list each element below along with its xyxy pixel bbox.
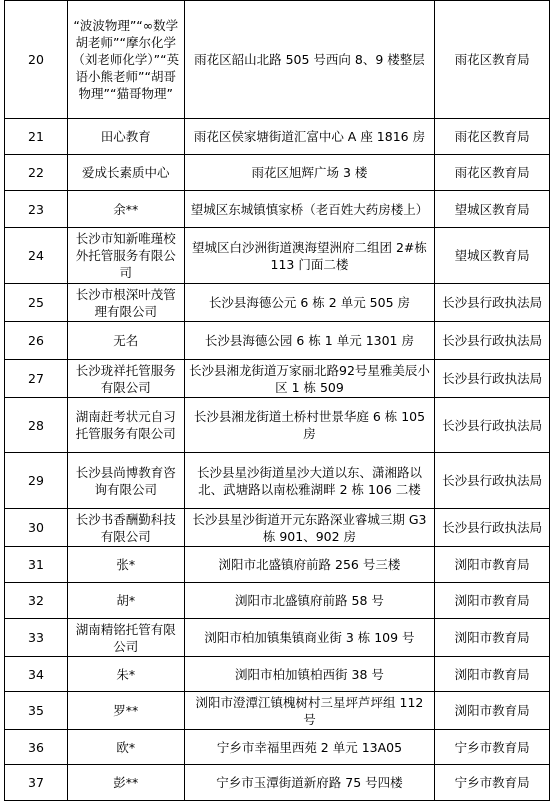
- institution-address: 长沙县海德公元 6 栋 2 单元 505 房: [184, 284, 435, 322]
- responsible-department: 长沙县行政执法局: [435, 398, 550, 453]
- row-number: 33: [5, 619, 68, 657]
- institution-name: 长沙县尚博教育咨询有限公司: [67, 453, 184, 509]
- institution-address: 望城区东城镇慎家桥（老百姓大药房楼上）: [184, 191, 435, 228]
- institution-name: 胡*: [67, 583, 184, 619]
- row-number: 21: [5, 119, 68, 155]
- row-number: 30: [5, 509, 68, 547]
- institution-address: 望城区白沙洲街道澳海望洲府二组团 2#栋 113 门面二楼: [184, 228, 435, 284]
- responsible-department: 雨花区教育局: [435, 155, 550, 191]
- table-row: [5, 119, 550, 155]
- table-row: [5, 730, 550, 765]
- table-row: [5, 765, 550, 801]
- table-row: [5, 228, 550, 284]
- table-row: [5, 360, 550, 398]
- institution-name: 湖南精铭托管有限公司: [67, 619, 184, 657]
- institution-name: 欧*: [67, 730, 184, 765]
- institution-address: 长沙县星沙街道开元东路深业睿城三期 G3 栋 901、902 房: [184, 509, 435, 547]
- institution-name: 长沙市根深叶茂管理有限公司: [67, 284, 184, 322]
- responsible-department: 宁乡市教育局: [435, 730, 550, 765]
- table-row: [5, 583, 550, 619]
- table-row: [5, 692, 550, 730]
- row-number: 27: [5, 360, 68, 398]
- institution-address: 雨花区韶山北路 505 号西向 8、9 楼整层: [184, 1, 435, 119]
- institution-address: 浏阳市柏加镇集镇商业街 3 栋 109 号: [184, 619, 435, 657]
- institution-address: 雨花区旭辉广场 3 楼: [184, 155, 435, 191]
- institution-name: 张*: [67, 547, 184, 583]
- institution-address: 长沙县星沙街道星沙大道以东、潇湘路以北、武塘路以南松雅湖畔 2 栋 106 二楼: [184, 453, 435, 509]
- row-number: 34: [5, 657, 68, 692]
- institution-name: 田心教育: [67, 119, 184, 155]
- table-row: [5, 1, 550, 119]
- institution-name: 长沙市知新唯瑾校外托管服务有限公司: [67, 228, 184, 284]
- responsible-department: 望城区教育局: [435, 191, 550, 228]
- institution-name: 长沙珑祥托管服务有限公司: [67, 360, 184, 398]
- row-number: 37: [5, 765, 68, 801]
- row-number: 36: [5, 730, 68, 765]
- responsible-department: 长沙县行政执法局: [435, 360, 550, 398]
- institution-address: 长沙县海德公园 6 栋 1 单元 1301 房: [184, 322, 435, 360]
- institution-name: 彭**: [67, 765, 184, 801]
- institution-address: 浏阳市柏加镇柏西街 38 号: [184, 657, 435, 692]
- institution-address: 浏阳市澄潭江镇槐树村三星坪芦坪组 112 号: [184, 692, 435, 730]
- institution-name: 朱*: [67, 657, 184, 692]
- row-number: 22: [5, 155, 68, 191]
- responsible-department: 浏阳市教育局: [435, 692, 550, 730]
- row-number: 28: [5, 398, 68, 453]
- responsible-department: 雨花区教育局: [435, 1, 550, 119]
- row-number: 26: [5, 322, 68, 360]
- table-row: [5, 155, 550, 191]
- institution-name: 湖南赶考状元自习托管服务有限公司: [67, 398, 184, 453]
- row-number: 32: [5, 583, 68, 619]
- institution-address: 浏阳市北盛镇府前路 58 号: [184, 583, 435, 619]
- institution-address: 宁乡市玉潭街道新府路 75 号四楼: [184, 765, 435, 801]
- table-row: [5, 398, 550, 453]
- table-row: [5, 619, 550, 657]
- table-row: [5, 547, 550, 583]
- responsible-department: 浏阳市教育局: [435, 657, 550, 692]
- row-number: 23: [5, 191, 68, 228]
- responsible-department: 长沙县行政执法局: [435, 322, 550, 360]
- row-number: 24: [5, 228, 68, 284]
- row-number: 35: [5, 692, 68, 730]
- institution-name: 爱成长素质中心: [67, 155, 184, 191]
- institution-name: 罗**: [67, 692, 184, 730]
- institution-address: 浏阳市北盛镇府前路 256 号三楼: [184, 547, 435, 583]
- row-number: 31: [5, 547, 68, 583]
- responsible-department: 长沙县行政执法局: [435, 453, 550, 509]
- responsible-department: 浏阳市教育局: [435, 583, 550, 619]
- row-number: 20: [5, 1, 68, 119]
- responsible-department: 浏阳市教育局: [435, 619, 550, 657]
- institution-table: [4, 0, 550, 801]
- responsible-department: 宁乡市教育局: [435, 765, 550, 801]
- institution-name: 长沙书香酬勤科技有限公司: [67, 509, 184, 547]
- responsible-department: 长沙县行政执法局: [435, 284, 550, 322]
- table-row: [5, 284, 550, 322]
- responsible-department: 浏阳市教育局: [435, 547, 550, 583]
- responsible-department: 雨花区教育局: [435, 119, 550, 155]
- responsible-department: 望城区教育局: [435, 228, 550, 284]
- institution-address: 长沙县湘龙街道土桥村世景华庭 6 栋 105 房: [184, 398, 435, 453]
- institution-address: 长沙县湘龙街道万家丽北路92号星雅美辰小区 1 栋 509: [184, 360, 435, 398]
- institution-name: 余**: [67, 191, 184, 228]
- row-number: 29: [5, 453, 68, 509]
- responsible-department: 长沙县行政执法局: [435, 509, 550, 547]
- table-row: [5, 509, 550, 547]
- table-row: [5, 322, 550, 360]
- table-row: [5, 191, 550, 228]
- table-row: [5, 657, 550, 692]
- institution-address: 宁乡市幸福里西苑 2 单元 13A05: [184, 730, 435, 765]
- institution-name: “波波物理”“∞数学胡老师”“摩尔化学（刘老师化学）”“英语小熊老师”“胡哥物理”“猫哥物理”: [67, 1, 184, 119]
- institution-name: 无名: [67, 322, 184, 360]
- table-row: [5, 453, 550, 509]
- row-number: 25: [5, 284, 68, 322]
- institution-address: 雨花区侯家塘街道汇富中心 A 座 1816 房: [184, 119, 435, 155]
